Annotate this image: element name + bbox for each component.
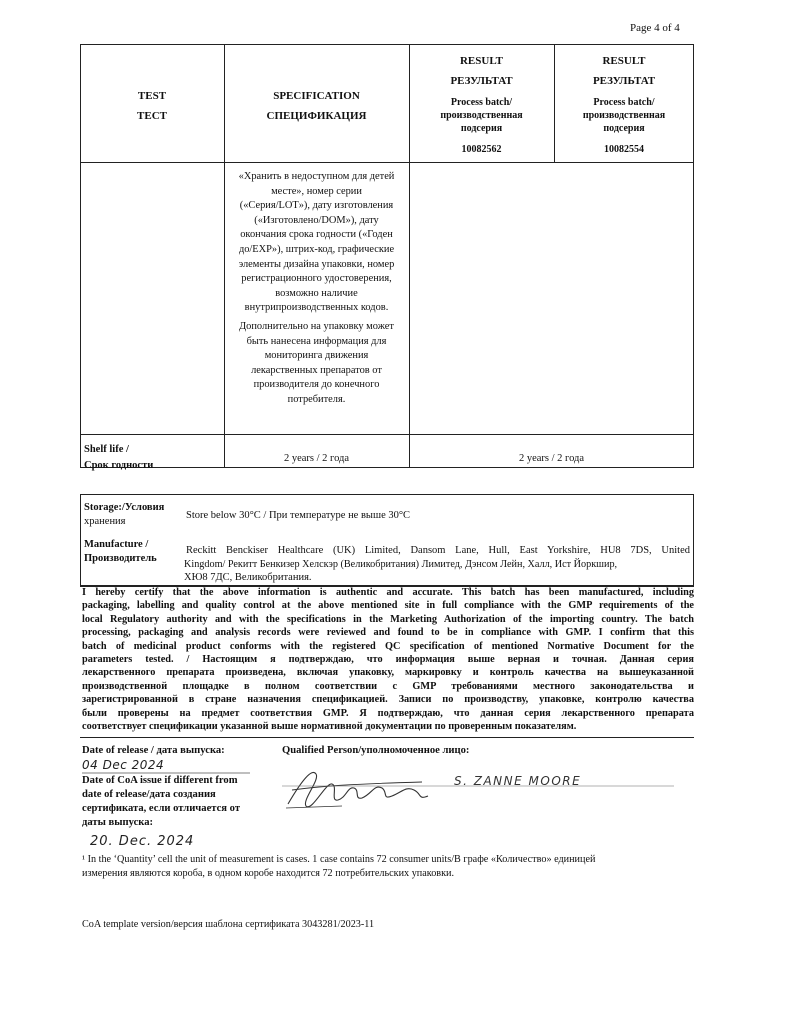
spec-line: мониторинга движения	[264, 350, 369, 362]
footnote-line: ¹ In the ‘Quantity’ cell the unit of measurement is cases. 1 case contains 72 consumer units/В графе «Количество» единицей	[82, 854, 596, 865]
spec-line: Дополнительно на упаковку может	[239, 320, 394, 332]
cert-line: были проверены на предмет соответствия GMP. Я подтверждаю, что данная серия лекарственного препарата	[82, 707, 694, 719]
spec-line: («Серия/LOT»), дату изготовления	[239, 200, 394, 212]
result-1-batch-label	[409, 96, 554, 135]
release-date-label: Date of release / дата выпуска:	[82, 745, 225, 756]
address-line: ХЮ8 7ДС, Великобритания.	[184, 572, 312, 584]
cert-line: processing, packaging and analysis records were reviewed and found to be in compliance with GMP. I confirm that this	[82, 627, 694, 639]
batch-label-line: производственная	[582, 110, 666, 121]
batch-label-line: Process batch/	[593, 97, 655, 108]
spec-line: элементы дизайна упаковки, номер	[238, 258, 395, 270]
spec-line: быть нанесена информация для	[246, 335, 387, 347]
manufacture-label-line: Производитель	[84, 553, 157, 564]
spec-line: внутрипроизводственных кодов.	[244, 302, 389, 314]
page-number: Page 4 of 4	[630, 22, 680, 34]
cert-line: соответствует спецификации указанной выше нормативной документации по проверенным показателям.	[82, 721, 577, 733]
cert-line: зарегистрированной в стране назначения спецификацией. Записи по производству, упаковке, контролю качества	[82, 694, 694, 706]
coa-label-line: даты выпуска:	[82, 817, 154, 828]
cert-line: производственной площадке в полном соответствии с GMP требованиями местного законодательства и	[82, 680, 694, 692]
spec-line: месте», номер серии	[271, 185, 362, 197]
qualified-person-signature	[282, 760, 682, 816]
batch-label-line: Process batch/	[450, 97, 513, 108]
certification-statement	[82, 586, 694, 733]
release-date-handwritten	[82, 756, 252, 776]
shelf-life-result: 2 years / 2 года	[518, 453, 585, 464]
result-en: RESULT	[602, 55, 646, 67]
manufacture-label	[84, 538, 184, 566]
header-spec-en: SPECIFICATION	[273, 90, 360, 102]
table-divider	[80, 434, 694, 435]
spec-line: («Изготовлено/DOM»), дату	[254, 214, 379, 226]
shelf-life-label-en: Shelf life /	[84, 444, 129, 455]
shelf-life-label-ru: Срок годности	[84, 460, 154, 471]
spec-line: регистрационного удостоверения,	[241, 273, 392, 285]
storage-label-line: Storage:/Условия	[84, 502, 165, 513]
header-specification	[224, 86, 409, 126]
shelf-life-spec: 2 years / 2 года	[283, 453, 350, 464]
qualified-person-label: Qualified Person/уполномоченное лицо:	[282, 745, 470, 756]
coa-issue-date-handwritten	[90, 832, 194, 850]
header-test-ru: ТЕСТ	[137, 110, 167, 122]
spec-line: возможно наличие	[275, 287, 358, 299]
header-test-en: TEST	[137, 90, 167, 102]
batch-label-line: подсерия	[603, 123, 645, 134]
coa-label-line: date of release/дата создания	[82, 789, 216, 800]
address-line: Kingdom/ Рекитт Бенкизер Хелскэр (Великобритания) Лимитед, Дэнсом Лейн, Халл, Ист Йоркшир,	[184, 558, 618, 570]
header-result-2	[554, 51, 694, 91]
batch-label-line: подсерия	[460, 123, 503, 134]
result-2-batch-label	[554, 96, 694, 135]
result-ru: РЕЗУЛЬТАТ	[592, 75, 656, 87]
release-date-value: 04 Dec 2024	[82, 758, 165, 772]
spec-line: потребителя.	[287, 393, 346, 405]
header-test	[80, 86, 224, 126]
spec-line: производителя до конечного	[253, 379, 380, 391]
signature-icon	[282, 760, 682, 816]
manufacture-address	[186, 544, 690, 585]
storage-label	[84, 501, 184, 529]
header-spec-ru: СПЕЦИФИКАЦИЯ	[266, 110, 367, 122]
coa-label-line: Date of CoA issue if different from	[82, 775, 238, 786]
coa-label-line: сертификата, если отличается от	[82, 803, 241, 814]
spec-line: лекарственных препаратов от	[251, 364, 382, 376]
header-result-1	[409, 51, 554, 91]
cert-line: local Regulatory authority and with the specifications in the Marketing Authorization of the importing country. The batch	[82, 613, 694, 625]
cert-line: I hereby certify that the above information is authentic and accurate. This batch has been manufactured, including	[82, 587, 694, 598]
spec-line: окончания срока годности («Годен	[240, 229, 393, 241]
spec-line: до/EXP»), штрих-код, графические	[238, 243, 395, 255]
cert-line: лекарственного препарата произведена, включая упаковку, маркировку и контроль качества на вышеуказанной	[82, 667, 694, 679]
footnote	[82, 853, 694, 881]
shelf-life-label	[84, 442, 222, 474]
coa-issue-date-label	[82, 774, 240, 830]
footnote-line: измерения являются короба, в одном коробе находится 72 потребительских упаковки.	[82, 868, 455, 879]
result-en: RESULT	[459, 55, 503, 67]
result-ru: РЕЗУЛЬТАТ	[450, 75, 513, 87]
table-divider	[80, 162, 694, 163]
specification-text	[226, 170, 407, 408]
manufacture-label-line: Manufacture /	[84, 539, 149, 550]
cert-line: parameters tested. / Настоящим я подтверждаю, что информация выше верная и точная. Данная серия	[82, 654, 694, 666]
batch-label-line: производственная	[440, 110, 523, 121]
coa-issue-date-value: 20. Dec. 2024	[90, 834, 195, 849]
cert-line: batch of medicinal product conforms with the registered QC specification of mentioned Normative Document for the	[82, 640, 694, 652]
cert-line: packaging, labelling and quality control at the above mentioned site in full compliance with the GMP requirements of the	[82, 600, 694, 612]
result-2-batch-number: 10082554	[604, 144, 644, 155]
template-version: CoA template version/версия шаблона сертификата 3043281/2023-11	[82, 919, 375, 930]
spec-line: «Хранить в недоступном для детей	[238, 171, 395, 182]
qualified-person-name: S. ZANNE MOORE	[454, 774, 582, 788]
storage-label-line: хранения	[84, 516, 126, 527]
storage-value: Store below 30°C / При температуре не выше 30°C	[186, 510, 411, 521]
address-line: Reckitt Benckiser Healthcare (UK) Limited, Dansom Lane, Hull, East Yorkshire, HU8 7DS, United	[186, 545, 690, 556]
cert-bottom-rule	[80, 737, 694, 738]
result-1-batch-number: 10082562	[461, 144, 502, 155]
